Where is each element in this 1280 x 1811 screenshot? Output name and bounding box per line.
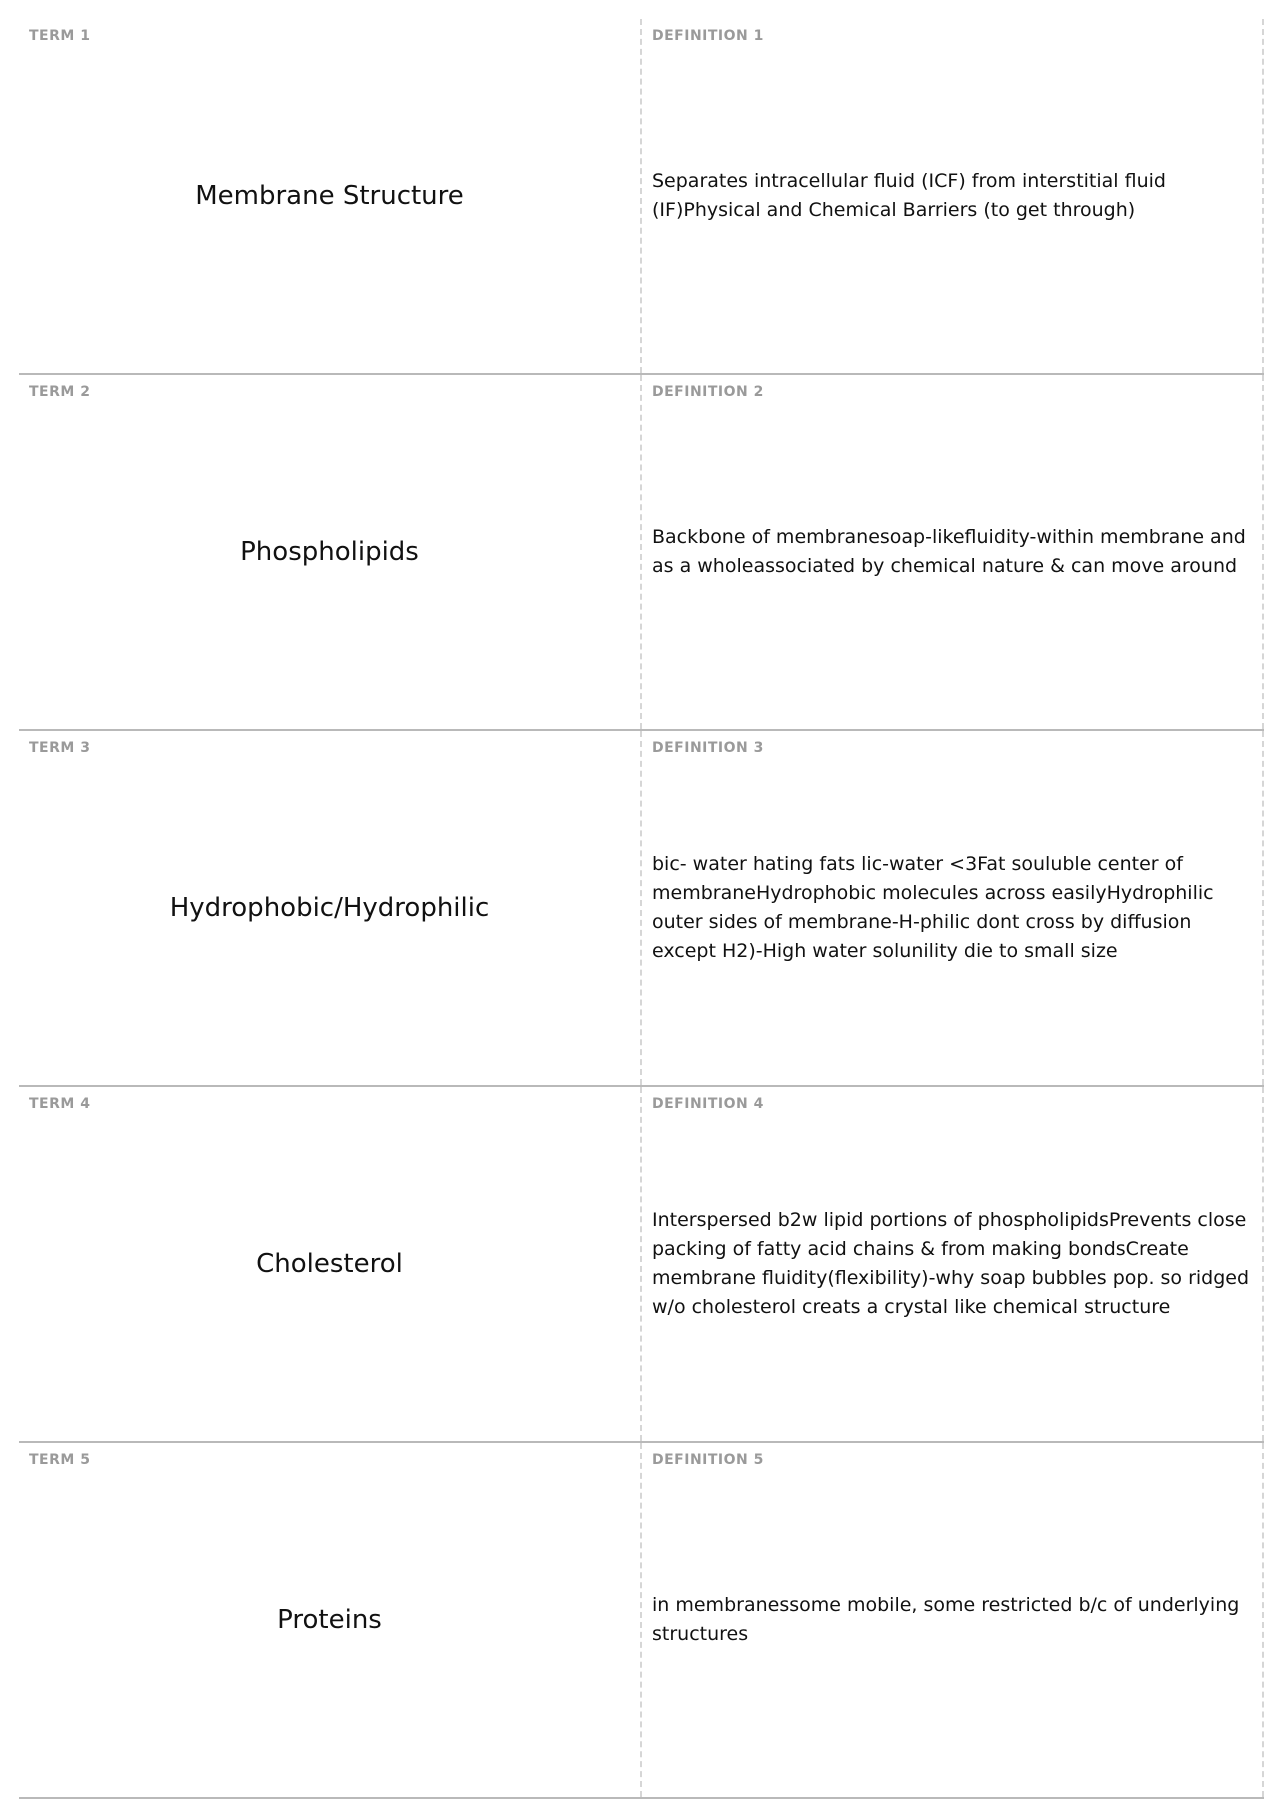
definition-label: DEFINITION 5 — [652, 1452, 764, 1468]
definition-cell — [642, 731, 1264, 1085]
term-label: TERM 1 — [29, 28, 91, 44]
term-text: Proteins — [277, 1605, 382, 1635]
card-row-2 — [19, 375, 1264, 731]
definition-text: bic- water hating fats lic-water <3Fat souluble center of membraneHydrophobic molecules across easilyHydrophilic outer sides of membrane-H-philic dont cross by diffusion except H2)-High water solunility die to small size — [652, 853, 1214, 962]
term-cell — [19, 731, 642, 1085]
term-cell — [19, 1443, 642, 1797]
term-text: Cholesterol — [256, 1249, 403, 1279]
flashcard-sheet — [19, 19, 1264, 1799]
term-label: TERM 4 — [29, 1096, 91, 1112]
definition-label: DEFINITION 4 — [652, 1096, 764, 1112]
term-text: Hydrophobic/Hydrophilic — [169, 893, 490, 923]
term-label: TERM 3 — [29, 740, 91, 756]
term-cell — [19, 1087, 642, 1441]
term-label: TERM 2 — [29, 384, 91, 400]
term-cell — [19, 19, 642, 373]
term-text: Membrane Structure — [195, 181, 464, 211]
definition-text: Backbone of membranesoap-likefluidity-within membrane and as a wholeassociated by chemical nature & can move around — [652, 526, 1246, 577]
definition-label: DEFINITION 1 — [652, 28, 764, 44]
definition-label: DEFINITION 2 — [652, 384, 764, 400]
definition-cell — [642, 1443, 1264, 1797]
definition-label: DEFINITION 3 — [652, 740, 764, 756]
definition-text: Interspersed b2w lipid portions of phospholipidsPrevents close packing of fatty acid chains & from making bondsCreate membrane fluidity(flexibility)-why soap bubbles pop. so ridged w/o cholesterol creats a crystal like chemical structure — [652, 1209, 1250, 1318]
definition-text: Separates intracellular fluid (ICF) from interstitial fluid (IF)Physical and Chemical Barriers (to get through) — [652, 170, 1166, 221]
term-cell — [19, 375, 642, 729]
definition-cell — [642, 1087, 1264, 1441]
card-row-5 — [19, 1443, 1264, 1799]
card-row-1 — [19, 19, 1264, 375]
definition-cell — [642, 375, 1264, 729]
term-text: Phospholipids — [240, 537, 419, 567]
card-row-4 — [19, 1087, 1264, 1443]
card-row-3 — [19, 731, 1264, 1087]
term-label: TERM 5 — [29, 1452, 91, 1468]
definition-cell — [642, 19, 1264, 373]
definition-text: in membranessome mobile, some restricted b/c of underlying structures — [652, 1594, 1240, 1645]
